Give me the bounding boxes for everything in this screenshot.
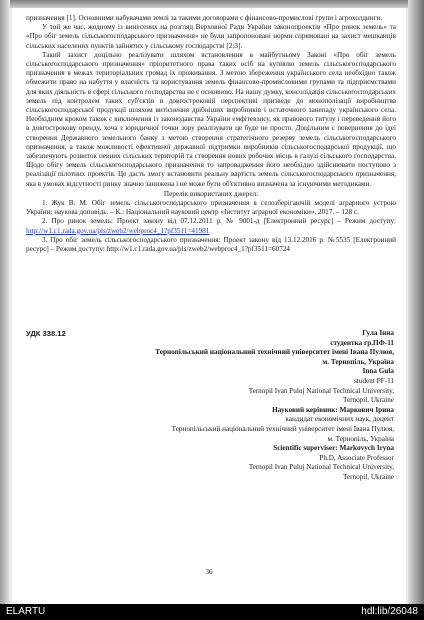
- handle-id: hdl:lib/26048: [361, 606, 418, 617]
- supervisor-city-en: Ternopil, Ukraine: [343, 472, 394, 481]
- supervisor-name-en: Scientific superviser: Markovych Iryna: [273, 444, 394, 453]
- document-page: [12, 8, 406, 604]
- paragraph-3: Такий захист доцільно реалізувати шляхом встановлення в майбутньому Законі «Про обіг земель сільськогосподарського призначення» пріоритетного права таких осіб на купівлю земель сільськогосподарського призначення в межах територіальних громад їх проживання. З метою збереження українського села необхідно також обмежити право на набуття у власність та користування земель фінансово-промисловими групами та підприємствами для яких діяльність в сфері сільського господарства не є основною. На нашу думку, консолідація сільськогосподарських земель під контролем таких суб'єктів в довгостроковій перспективі призведе до монополізації виробництва сільськогосподарської продукції шляхом витіснення дрібніших виробників і остаточного занепаду українського села. Необхідним кроком також є виключення із законодавства України емфітевзису, як правового титулу і переведення його в довгострокову оренду, хоча з юридичної точки зору реалізувати це буде не просто. Доцільним є повернення до ідеї створення Державного земельного банку з метою створення стратегічного резерву земель сільськогосподарського призначення, а також можливості ефективної державної підтримки виробників сільськогосподарської продукції, що забезпечують розвиток певних сільських територій та створення нових робочих місць в галузі сільського господарства. Щодо обігу земель сільськогосподарського призначення то запровадження його необхідно здійснювати поступово з реалізації пілотних проектів. Це дасть змогу встановити реальну вартість земель сільськогосподарського призначення, яка в умовах відсутності ринку значно занижена і не може бути об'єктивно визначена за існуючими методиками.: [26, 50, 396, 188]
- reference-2-text: 2. Про ринок земель: Проект закону від 07.12.2011 р. № 9001-д [Електронний ресурс] – Режим доступу:: [42, 217, 396, 226]
- paragraph-1: призначення [1]. Основними набувачами землі за такими договорами є фінансово-промислові групи і агрохолдинги.: [26, 14, 383, 22]
- repository-name: ELARTU: [6, 606, 46, 617]
- udc-code: УДК 338.12: [26, 329, 66, 338]
- author-university-en: Ternopil Ivan Puluj National Technical University,: [248, 386, 394, 395]
- author-city-ua: м. Тернопіль, Україна: [322, 357, 394, 366]
- repository-footer-bar: [0, 604, 424, 620]
- paragraph-2: У той же час, жодному із винесених на розгляд Верховної Ради України законопроектів «Про ринок земель» та «Про обіг земель сільськогосподарського призначення» не були запропоновані норми спрямовані на захист мешканців сільських населених пунктів зайнятих у сільському господарстві [2;3].: [26, 23, 396, 50]
- page-number: 36: [205, 568, 213, 576]
- author-university-ua: Тернопільський національний технічний університет імені Івана Пулюя,: [155, 348, 394, 357]
- author-name-ua: Гула Інна: [362, 329, 394, 337]
- reference-1: 1. Жук В. М. Обіг земель сільськогосподарського призначення в селозберігаючій моделі аграрного устрою України: наукова доповідь. – К.: Національний науковий центр «Інститут аграрної економіки», 2017. – 128 с.: [26, 199, 396, 217]
- supervisor-city-ua: м. Тернопіль, Україна: [327, 434, 394, 443]
- supervisor-name-ua: Науковий керівник: Маркович Ірина: [272, 405, 394, 414]
- author-status-ua: студентка гр.ПФ-11: [330, 338, 394, 347]
- author-name-en: Inna Gula: [362, 367, 394, 376]
- reference-2-link[interactable]: http://w1.c1.rada.gov.ua/pls/zweb2/webproc4_1?pf3511=41981: [26, 226, 210, 235]
- reference-2: [26, 217, 396, 235]
- supervisor-degree-ua: кандидат економічних наук, доцент: [285, 415, 394, 424]
- supervisor-university-en: Ternopil Ivan Puluj National Technical University,: [248, 463, 394, 472]
- author-block: [94, 329, 394, 483]
- author-status-en: student PF-11: [354, 376, 394, 385]
- supervisor-degree-en: Ph.D, Associate Professor: [319, 453, 394, 462]
- references-title: Перелік використаних джерел:: [163, 189, 259, 198]
- supervisor-university-ua: Тернопільський національний технічний університет імені Івана Пулюя,: [171, 424, 394, 433]
- page-edge-right: [408, 0, 424, 604]
- author-city-en: Ternopil, Ukraine: [343, 396, 394, 405]
- body-text: [26, 14, 396, 254]
- reference-3: 3. Про обіг земель сільськогосподарського призначення: Проект закону від 13.12.2016 р. №5535 [Електронний ресурс] – Режим доступу: http://w1.c1.rada.gov.ua/pls/zweb2/webproc4_1?pf3511=60724: [26, 235, 396, 254]
- page-edge-top: [0, 0, 424, 8]
- page-edge-left: [0, 0, 10, 604]
